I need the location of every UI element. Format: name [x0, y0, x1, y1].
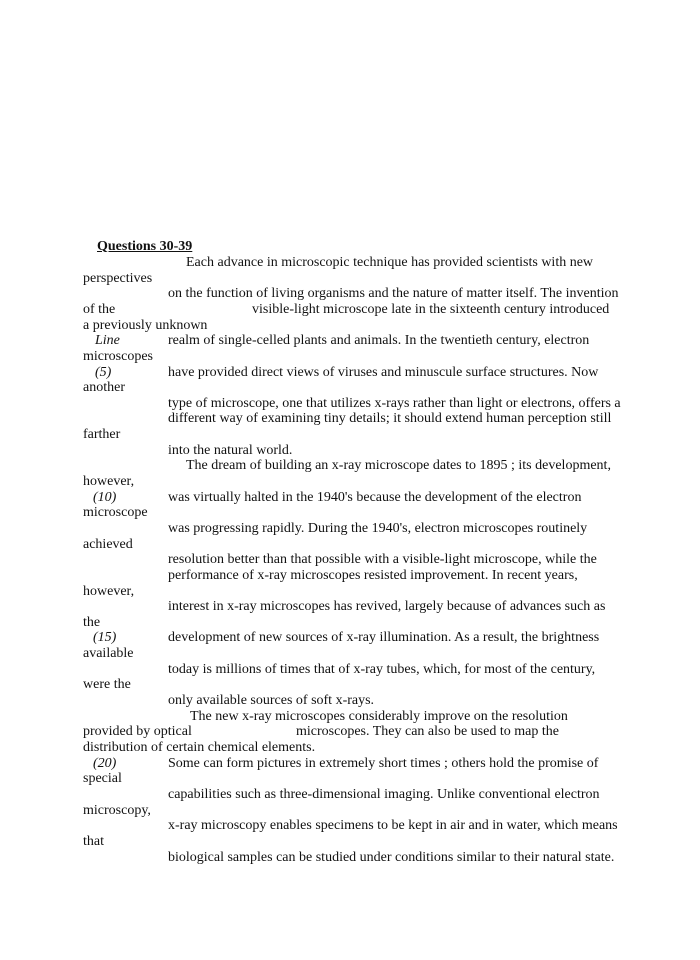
passage-line: have provided direct views of viruses and minuscule surface structures. Now: [168, 365, 599, 380]
passage-line: x-ray microscopy enables specimens to be kept in air and in water, which means: [168, 818, 618, 833]
passage-line: Each advance in microscopic technique has provided scientists with new: [186, 255, 594, 270]
passage-line: farther: [83, 427, 121, 442]
questions-heading: Questions 30-39: [97, 239, 193, 254]
passage-line: the: [83, 615, 101, 630]
passage-line: on the function of living organisms and the nature of matter itself. The invention: [168, 286, 619, 301]
line-marker: (20): [93, 756, 117, 771]
passage-line: were the: [83, 677, 131, 692]
passage-line: perspectives: [83, 271, 153, 286]
passage-line: development of new sources of x-ray illumination. As a result, the brightness: [168, 630, 600, 645]
passage-line: capabilities such as three-dimensional imaging. Unlike conventional electron: [168, 787, 600, 802]
passage-line: The dream of building an x-ray microscope dates to 1895 ; its development,: [186, 458, 611, 473]
passage-line: today is millions of times that of x-ray tubes, which, for most of the century,: [168, 662, 596, 677]
line-marker: (5): [95, 365, 112, 380]
passage-line: was progressing rapidly. During the 1940's, electron microscopes routinely: [168, 521, 588, 536]
line-marker: (10): [93, 490, 117, 505]
passage-line: however,: [83, 584, 135, 599]
passage-line: special: [83, 771, 122, 786]
passage-line: microscopes: [83, 349, 153, 364]
passage-line: realm of single-celled plants and animals. In the twentieth century, electron: [168, 333, 590, 348]
passage-line: microscope: [83, 505, 148, 520]
passage-line: microscopes. They can also be used to map the: [296, 724, 559, 739]
passage-line: biological samples can be studied under conditions similar to their natural state.: [168, 850, 615, 865]
passage-line: type of microscope, one that utilizes x-rays rather than light or electrons, offers a: [168, 396, 621, 411]
passage-line: Some can form pictures in extremely short times ; others hold the promise of: [168, 756, 599, 771]
passage-line: however,: [83, 474, 135, 489]
passage-line: The new x-ray microscopes considerably improve on the resolution: [190, 709, 568, 724]
passage-line: performance of x-ray microscopes resisted improvement. In recent years,: [168, 568, 578, 583]
passage-line: another: [83, 380, 125, 395]
passage-line: a previously unknown: [83, 318, 208, 333]
passage-line: visible-light microscope late in the sixteenth century introduced: [252, 302, 610, 317]
passage-line: only available sources of soft x-rays.: [168, 693, 375, 708]
passage-line: was virtually halted in the 1940's because the development of the electron: [168, 490, 582, 505]
passage-line: of the: [83, 302, 116, 317]
passage-line: provided by optical: [83, 724, 192, 739]
passage-line: resolution better than that possible with a visible-light microscope, while the: [168, 552, 597, 567]
passage-line: interest in x-ray microscopes has revived, largely because of advances such as: [168, 599, 606, 614]
passage-line: distribution of certain chemical elements.: [83, 740, 316, 755]
passage-line: different way of examining tiny details; it should extend human perception still: [168, 411, 612, 426]
line-marker: (15): [93, 630, 117, 645]
passage-line: available: [83, 646, 134, 661]
line-marker: Line: [95, 333, 120, 348]
passage-line: microscopy,: [83, 803, 151, 818]
passage-line: that: [83, 834, 104, 849]
passage-line: achieved: [83, 537, 133, 552]
passage-line: into the natural world.: [168, 443, 293, 458]
